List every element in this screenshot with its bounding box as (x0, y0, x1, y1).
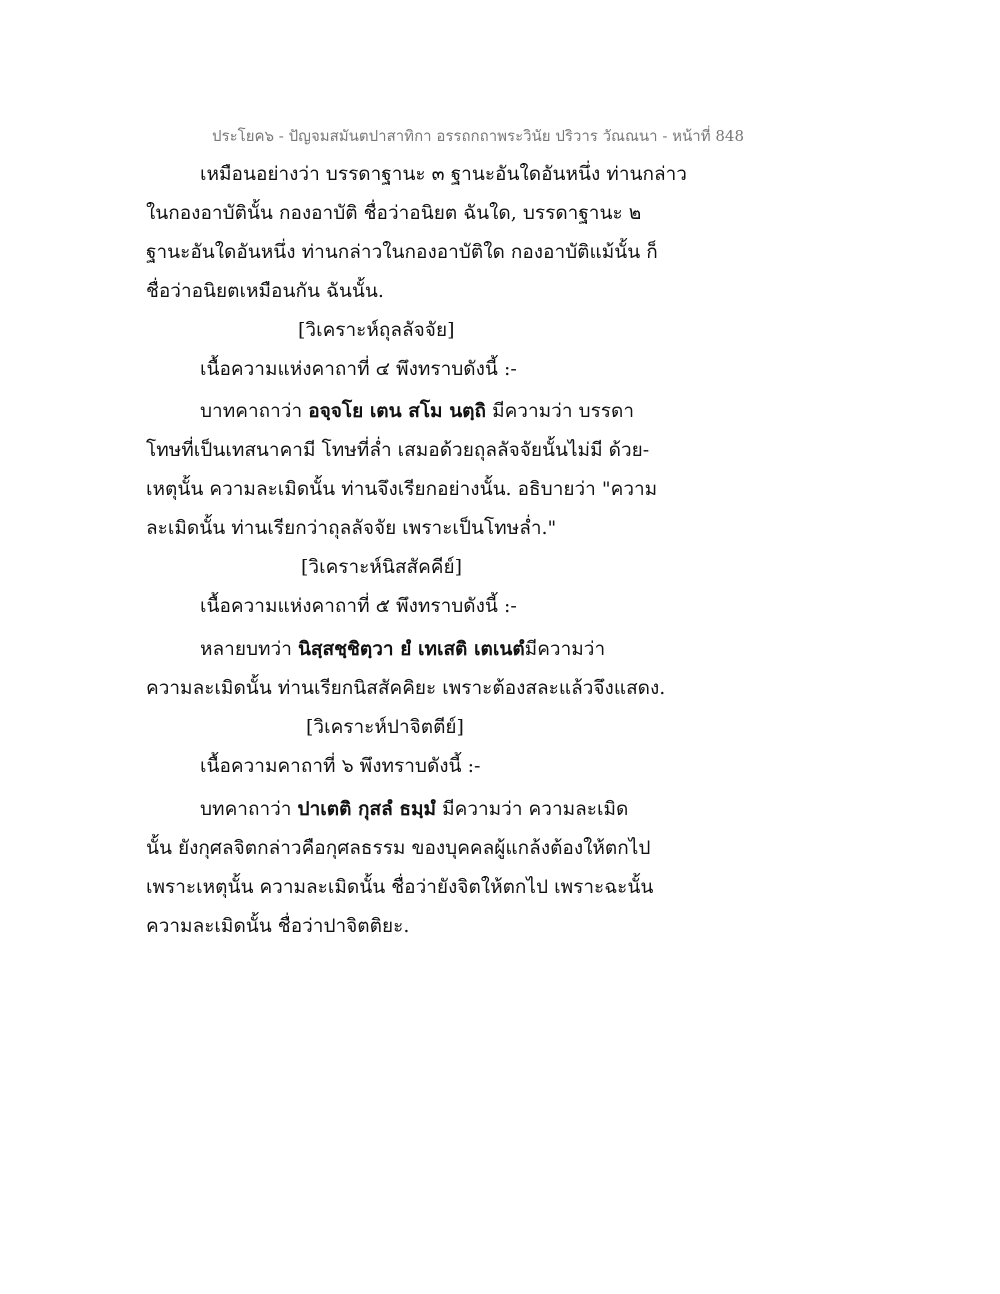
section-heading: [วิเคราะห์นิสสัคคีย์] (301, 556, 463, 578)
text-line: เนื้อความแห่งคาถาที่ ๕ พึงทราบดังนี้ :- (200, 595, 517, 617)
text-line (200, 636, 605, 662)
pali-quote: ปาเตติ กุสลํ ธมฺมํ (297, 798, 437, 820)
text-line: ความละเมิดนั้น ท่านเรียกนิสสัคคิยะ เพราะต้องสละแล้วจึงแสดง. (146, 677, 666, 699)
text-span: บาทคาถาว่า (200, 400, 309, 422)
text-line: เนื้อความคาถาที่ ๖ พึงทราบดังนี้ :- (200, 755, 481, 777)
text-line: เหตุนั้น ความละเมิดนั้น ท่านจึงเรียกอย่างนั้น. อธิบายว่า "ความ (146, 478, 658, 500)
section-heading: [วิเคราะห์ถุลลัจจัย] (298, 319, 455, 341)
text-line: เพราะเหตุนั้น ความละเมิดนั้น ชื่อว่ายังจิตให้ตกไป เพราะฉะนั้น (146, 876, 654, 898)
text-line: ชื่อว่าอนิยตเหมือนกัน ฉันนั้น. (146, 280, 384, 302)
text-line: ฐานะอันใดอันหนึ่ง ท่านกล่าวในกองอาบัติใด กองอาบัติแม้นั้น ก็ (146, 241, 658, 263)
text-line: ในกองอาบัตินั้น กองอาบัติ ชื่อว่าอนิยต ฉันใด, บรรดาฐานะ ๒ (146, 202, 642, 224)
text-line: ความละเมิดนั้น ชื่อว่าปาจิตติยะ. (146, 915, 410, 937)
text-span: มีความว่า ความละเมิด (436, 798, 629, 820)
text-line: เนื้อความแห่งคาถาที่ ๔ พึงทราบดังนี้ :- (200, 358, 517, 380)
text-span: มีความว่า บรรดา (486, 400, 635, 422)
text-span: มีความว่า (524, 638, 606, 660)
pali-quote: อจฺจโย เตน สโม นตฺถิ (308, 400, 487, 422)
text-line: โทษที่เป็นเทสนาคามี โทษที่ล่ำ เสมอด้วยถุลลัจจัยนั้นไม่มี ด้วย- (146, 439, 650, 461)
text-line (200, 796, 628, 822)
text-span: บทคาถาว่า (200, 798, 298, 820)
pali-quote: นิสฺสชฺชิตฺวา ยํ เทเสติ เตเนตํ (297, 638, 525, 660)
text-line (200, 398, 634, 424)
text-line: นั้น ยังกุศลจิตกล่าวคือกุศลธรรม ของบุคคลผู้แกล้งต้องให้ตกไป (146, 837, 651, 859)
text-line: เหมือนอย่างว่า บรรดาฐานะ ๓ ฐานะอันใดอันหนึ่ง ท่านกล่าว (200, 163, 687, 185)
text-line: ละเมิดนั้น ท่านเรียกว่าถุลลัจจัย เพราะเป็นโทษล่ำ." (146, 517, 557, 539)
page-header: ประโยค๖ - ปัญจมสมันตปาสาทิกา อรรถกถาพระวินัย ปริวาร วัณณนา - หน้าที่ 848 (212, 127, 745, 145)
text-span: หลายบทว่า (200, 638, 298, 660)
section-heading: [วิเคราะห์ปาจิตตีย์] (306, 716, 464, 738)
